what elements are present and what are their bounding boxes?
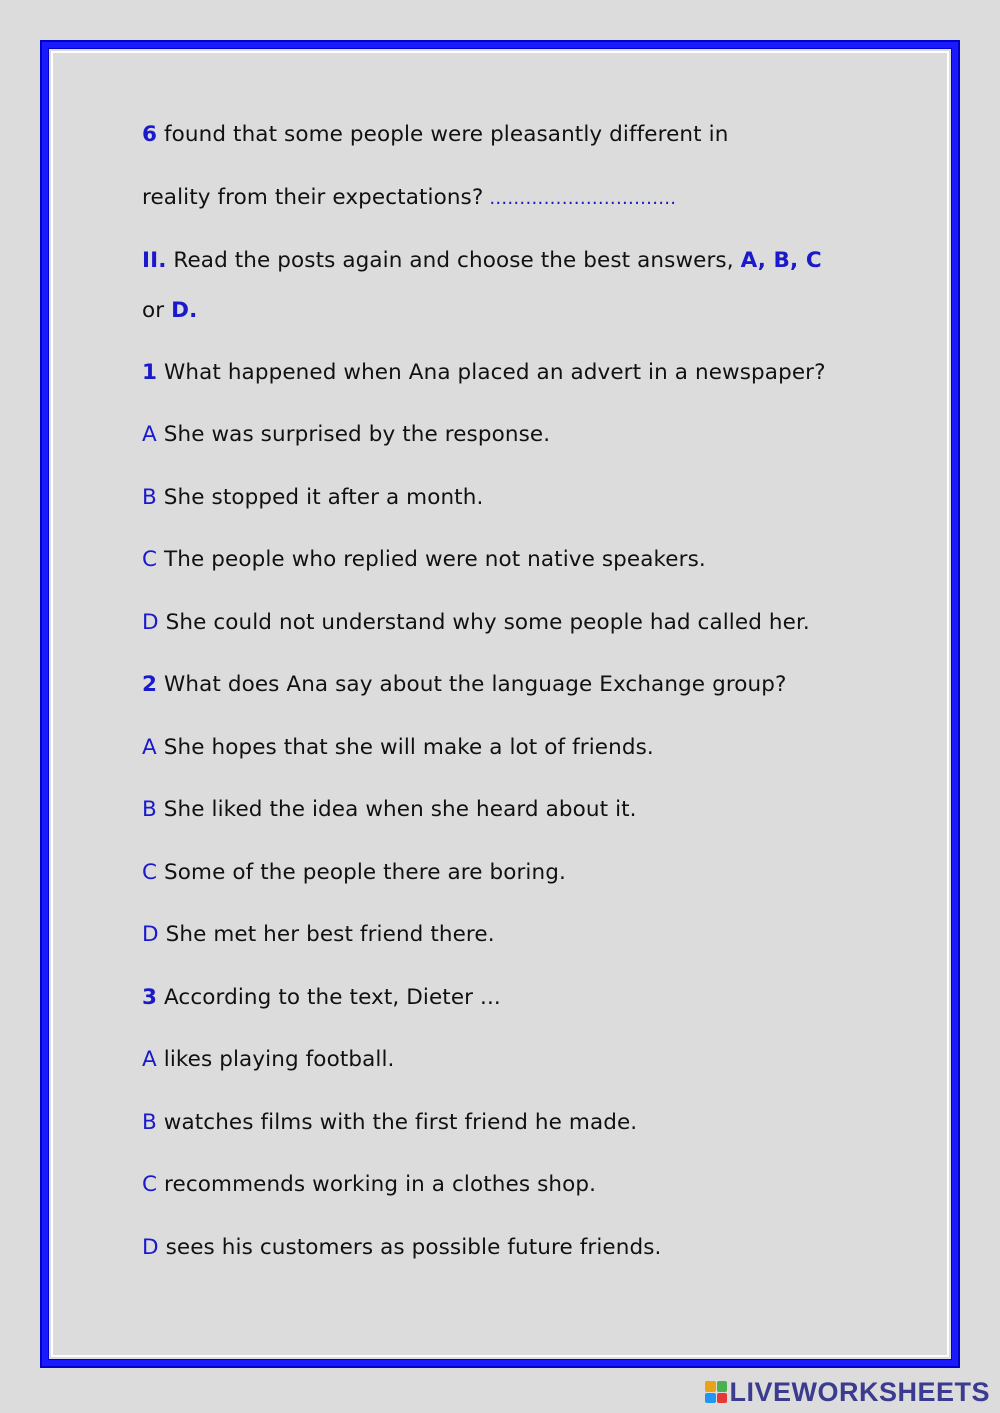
section-2-text: Read the posts again and choose the best answers, — [166, 248, 741, 273]
question-6-answer-blank[interactable]: …………………………. — [483, 188, 677, 209]
section-2-instruction-line-2 — [142, 298, 197, 323]
liveworksheets-logo-text: LIVEWORKSHEETS — [729, 1376, 990, 1407]
question-2 — [142, 672, 787, 697]
question-3-option-b[interactable]: B watches films with the first friend he made. — [142, 1110, 638, 1135]
worksheet-border — [42, 42, 958, 1366]
liveworksheets-logo — [705, 1377, 990, 1407]
question-1-option-b[interactable]: B She stopped it after a month. — [142, 485, 484, 510]
question-3-option-d[interactable]: D sees his customers as possible future friends. — [142, 1235, 662, 1260]
liveworksheets-logo-icon — [705, 1381, 727, 1403]
question-6-number: 6 — [142, 122, 158, 147]
question-1-option-a[interactable]: A She was surprised by the response. — [142, 422, 551, 447]
question-2-number: 2 — [142, 672, 158, 697]
question-2-option-d[interactable]: D She met her best friend there. — [142, 922, 495, 947]
section-2-or: or — [142, 298, 172, 323]
question-2-option-b[interactable]: B She liked the idea when she heard about it. — [142, 797, 637, 822]
section-2-number: II. — [142, 248, 167, 273]
question-1 — [142, 360, 826, 385]
question-3 — [142, 985, 501, 1010]
question-2-option-a[interactable]: A She hopes that she will make a lot of friends. — [142, 735, 654, 760]
question-3-text: According to the text, Dieter ... — [157, 985, 501, 1010]
question-1-option-c[interactable]: C The people who replied were not native speakers. — [142, 547, 706, 572]
question-2-option-c[interactable]: C Some of the people there are boring. — [142, 860, 566, 885]
question-3-option-c[interactable]: C recommends working in a clothes shop. — [142, 1172, 597, 1197]
question-1-option-d[interactable]: D She could not understand why some people had called her. — [142, 610, 810, 635]
section-2-options: A, B, C — [740, 248, 822, 273]
section-2-instruction — [142, 248, 822, 273]
question-6-line-2 — [142, 185, 676, 210]
question-6-text-2: reality from their expectations? — [142, 185, 484, 210]
question-6-text-1: found that some people were pleasantly different in — [157, 122, 729, 147]
section-2-option-d: D. — [171, 298, 198, 323]
question-3-number: 3 — [142, 985, 158, 1010]
question-1-number: 1 — [142, 360, 158, 385]
question-6-line-1 — [142, 122, 728, 147]
question-1-text: What happened when Ana placed an advert in a newspaper? — [157, 360, 826, 385]
question-2-text: What does Ana say about the language Exchange group? — [157, 672, 787, 697]
question-3-option-a[interactable]: A likes playing football. — [142, 1047, 395, 1072]
